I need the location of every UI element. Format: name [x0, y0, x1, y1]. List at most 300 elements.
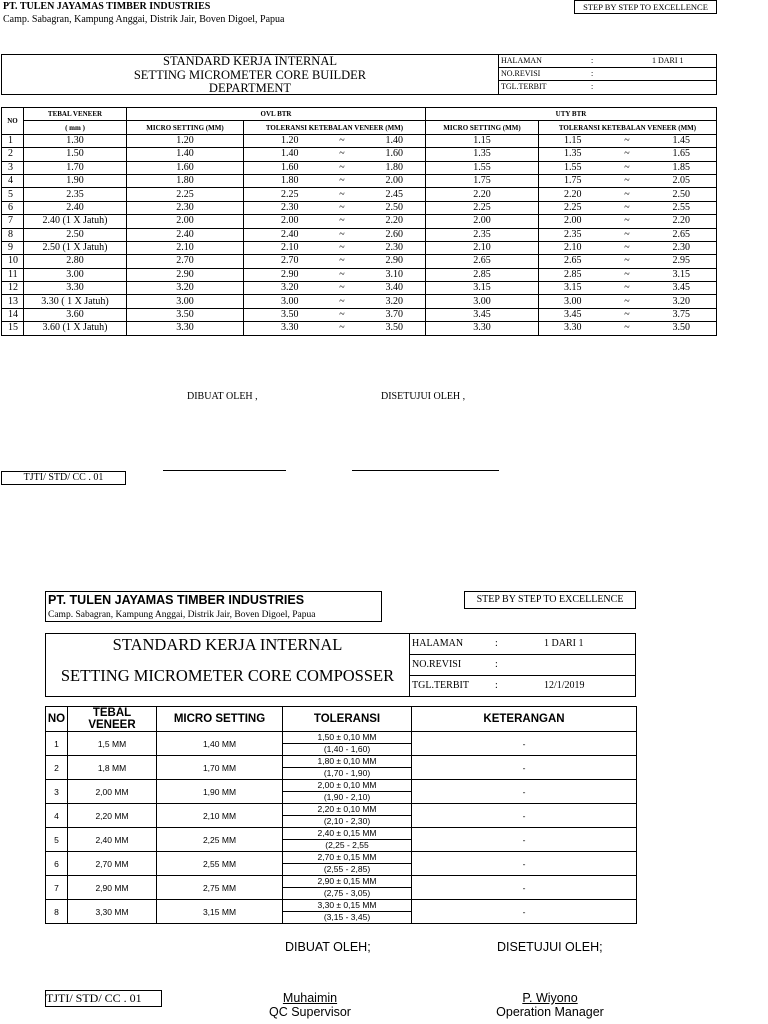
cell-tebal: 2,20 MM — [68, 804, 157, 828]
document-meta — [499, 55, 716, 94]
cell-uty-max: 1.85 — [672, 161, 690, 173]
company-address: Camp. Sabagran, Kampung Anggai, Distrik Jair, Boven Digoel, Papua — [3, 14, 285, 25]
signature-line — [352, 470, 499, 471]
tilde-separator: ~ — [624, 255, 630, 267]
document-code: TJTI/ STD/ CC . 01 — [45, 990, 162, 1007]
tilde-separator: ~ — [624, 148, 630, 160]
made-by-label: DIBUAT OLEH , — [187, 391, 258, 402]
cell-uty-max: 3.75 — [672, 309, 690, 321]
tilde-separator: ~ — [624, 215, 630, 227]
tilde-separator: ~ — [624, 161, 630, 173]
document-title — [2, 55, 499, 94]
tilde-separator: ~ — [624, 134, 630, 146]
cell-uty-max: 2.65 — [672, 228, 690, 240]
title-line: SETTING MICROMETER CORE COMPOSSER — [60, 666, 395, 685]
cell-tebal: 3.60 (1 X Jatuh) — [24, 322, 127, 335]
tilde-separator: ~ — [624, 201, 630, 213]
tilde-separator: ~ — [339, 322, 345, 334]
cell-no: 1 — [46, 732, 68, 756]
cell-uty-min: 2.10 — [564, 242, 582, 254]
slogan-box: STEP BY STEP TO EXCELLENCE — [464, 591, 636, 609]
cell-uty-max: 2.30 — [672, 242, 690, 254]
cell-no: 3 — [46, 780, 68, 804]
table-row — [2, 148, 717, 161]
cell-micro: 2,10 MM — [157, 804, 283, 828]
table-row — [2, 215, 717, 228]
cell-ovl-max: 1.40 — [385, 134, 403, 146]
cell-tebal: 2.50 — [24, 228, 127, 241]
cell-ovl-min: 2.90 — [281, 268, 299, 280]
cell-no: 1 — [2, 134, 24, 147]
cell-ovl-max: 3.50 — [385, 322, 403, 334]
cell-uty-min: 2.00 — [564, 215, 582, 227]
cell-tebal: 3.30 — [24, 282, 127, 295]
cell-uty-max: 1.45 — [672, 134, 690, 146]
cell-no: 8 — [2, 228, 24, 241]
cell-ovl-micro: 1.40 — [127, 148, 244, 161]
cell-ovl-min: 2.40 — [281, 228, 299, 240]
cell-tebal: 3,30 MM — [68, 900, 157, 924]
cell-ovl-micro: 2.25 — [127, 188, 244, 201]
meta-label: HALAMAN — [501, 56, 542, 65]
header-micro: MICRO SETTING — [157, 707, 283, 732]
table-row — [2, 161, 717, 174]
tilde-separator: ~ — [624, 295, 630, 307]
tilde-separator: ~ — [339, 201, 345, 213]
cell-uty-min: 1.15 — [564, 134, 582, 146]
signer-role: QC Supervisor — [269, 1005, 351, 1019]
cell-uty-tolerance — [539, 134, 717, 147]
cell-ovl-tolerance — [244, 322, 426, 335]
tilde-separator: ~ — [339, 188, 345, 200]
cell-range: (1,70 - 1,90) — [283, 768, 412, 780]
cell-uty-tolerance — [539, 322, 717, 335]
cell-uty-micro: 2.00 — [426, 215, 539, 228]
cell-uty-tolerance — [539, 308, 717, 321]
cell-tebal: 2,00 MM — [68, 780, 157, 804]
tilde-separator: ~ — [339, 242, 345, 254]
cell-ovl-tolerance — [244, 174, 426, 187]
meta-separator: : — [591, 69, 594, 78]
cell-ovl-max: 3.20 — [385, 295, 403, 307]
tilde-separator: ~ — [339, 161, 345, 173]
cell-tebal: 1.30 — [24, 134, 127, 147]
signer-ops — [480, 991, 620, 1019]
tilde-separator: ~ — [624, 175, 630, 187]
table-row — [2, 282, 717, 295]
cell-uty-micro: 3.15 — [426, 282, 539, 295]
cell-uty-tolerance — [539, 201, 717, 214]
table-row — [46, 780, 637, 792]
table-row — [46, 852, 637, 864]
cell-uty-min: 2.65 — [564, 255, 582, 267]
table-row — [46, 756, 637, 768]
cell-uty-tolerance — [539, 255, 717, 268]
cell-uty-tolerance — [539, 268, 717, 281]
cell-range: (2,10 - 2,30) — [283, 816, 412, 828]
cell-uty-max: 1.65 — [672, 148, 690, 160]
cell-no: 3 — [2, 161, 24, 174]
cell-keterangan: - — [412, 828, 637, 852]
cell-uty-tolerance — [539, 188, 717, 201]
table-row — [46, 876, 637, 888]
tilde-separator: ~ — [339, 309, 345, 321]
title-line: DEPARTMENT — [208, 81, 292, 95]
cell-ovl-tolerance — [244, 295, 426, 308]
tilde-separator: ~ — [339, 282, 345, 294]
cell-uty-tolerance — [539, 295, 717, 308]
cell-no: 12 — [2, 282, 24, 295]
cell-ovl-micro: 2.00 — [127, 215, 244, 228]
cell-uty-min: 3.15 — [564, 282, 582, 294]
cell-ovl-micro: 2.40 — [127, 228, 244, 241]
cell-range: (2,25 - 2,55 — [283, 840, 412, 852]
cell-uty-micro: 2.10 — [426, 241, 539, 254]
approved-by-label: DISETUJUI OLEH , — [381, 391, 466, 402]
cell-ovl-tolerance — [244, 134, 426, 147]
cell-no: 4 — [2, 174, 24, 187]
cell-ovl-micro: 1.60 — [127, 161, 244, 174]
cell-tebal: 3.00 — [24, 268, 127, 281]
meta-row-page — [410, 634, 635, 655]
cell-ovl-tolerance — [244, 161, 426, 174]
cell-keterangan: - — [412, 804, 637, 828]
cell-ovl-micro: 3.20 — [127, 282, 244, 295]
meta-row-revision — [410, 655, 635, 676]
document-code: TJTI/ STD/ CC . 01 — [1, 471, 126, 485]
table-row — [2, 308, 717, 321]
table-row — [2, 295, 717, 308]
cell-ovl-min: 2.10 — [281, 242, 299, 254]
cell-tebal: 1.90 — [24, 174, 127, 187]
cell-tolerance: 2,70 ± 0,15 MM — [283, 852, 412, 864]
signer-name: Muhaimin — [282, 991, 338, 1005]
cell-uty-micro: 2.25 — [426, 201, 539, 214]
cell-no: 7 — [2, 215, 24, 228]
cell-micro: 2,55 MM — [157, 852, 283, 876]
meta-separator: : — [495, 659, 498, 670]
cell-keterangan: - — [412, 852, 637, 876]
meta-row-revision — [499, 68, 716, 81]
cell-no: 5 — [46, 828, 68, 852]
cell-uty-min: 1.75 — [564, 175, 582, 187]
meta-label: HALAMAN — [412, 638, 464, 649]
cell-ovl-tolerance — [244, 228, 426, 241]
cell-no: 6 — [2, 201, 24, 214]
cell-micro: 1,90 MM — [157, 780, 283, 804]
composser-settings-table — [45, 706, 637, 924]
header-ovl-tol: TOLERANSI KETEBALAN VENEER (MM) — [244, 121, 426, 134]
table-row — [46, 804, 637, 816]
cell-uty-max: 3.45 — [672, 282, 690, 294]
cell-no: 2 — [46, 756, 68, 780]
cell-uty-max: 3.15 — [672, 268, 690, 280]
cell-micro: 2,25 MM — [157, 828, 283, 852]
cell-no: 9 — [2, 241, 24, 254]
header-tebal: TEBAL VENEER — [68, 707, 157, 732]
cell-no: 14 — [2, 308, 24, 321]
cell-no: 5 — [2, 188, 24, 201]
cell-tebal: 2.80 — [24, 255, 127, 268]
cell-keterangan: - — [412, 900, 637, 924]
cell-keterangan: - — [412, 876, 637, 900]
cell-ovl-max: 2.00 — [385, 175, 403, 187]
table-row — [2, 322, 717, 335]
cell-uty-micro: 2.65 — [426, 255, 539, 268]
cell-no: 13 — [2, 295, 24, 308]
cell-uty-micro: 3.00 — [426, 295, 539, 308]
cell-ovl-micro: 1.20 — [127, 134, 244, 147]
cell-tebal: 1.70 — [24, 161, 127, 174]
cell-ovl-max: 3.40 — [385, 282, 403, 294]
cell-ovl-micro: 2.30 — [127, 201, 244, 214]
cell-no: 4 — [46, 804, 68, 828]
slogan-box: STEP BY STEP TO EXCELLENCE — [574, 0, 717, 14]
meta-value: 1 DARI 1 — [652, 56, 684, 65]
approved-by-label: DISETUJUI OLEH; — [497, 940, 603, 954]
cell-range: (2,55 - 2,85) — [283, 864, 412, 876]
cell-no: 8 — [46, 900, 68, 924]
meta-separator: : — [591, 56, 594, 65]
cell-uty-micro: 3.45 — [426, 308, 539, 321]
table-row — [2, 188, 717, 201]
cell-tebal: 2.35 — [24, 188, 127, 201]
cell-keterangan: - — [412, 732, 637, 756]
header-uty-micro: MICRO SETTING (MM) — [426, 121, 539, 134]
tilde-separator: ~ — [624, 188, 630, 200]
cell-uty-tolerance — [539, 241, 717, 254]
meta-label: NO.REVISI — [501, 69, 541, 78]
cell-tolerance: 2,20 ± 0,10 MM — [283, 804, 412, 816]
cell-tolerance: 2,40 ± 0,15 MM — [283, 828, 412, 840]
tilde-separator: ~ — [624, 322, 630, 334]
header-uty-tol: TOLERANSI KETEBALAN VENEER (MM) — [539, 121, 717, 134]
cell-ovl-micro: 2.90 — [127, 268, 244, 281]
header-no: NO — [46, 707, 68, 732]
cell-ovl-min: 3.20 — [281, 282, 299, 294]
cell-uty-micro: 1.35 — [426, 148, 539, 161]
signer-qc — [240, 991, 380, 1019]
tilde-separator: ~ — [339, 228, 345, 240]
cell-tebal: 1.50 — [24, 148, 127, 161]
document-header — [45, 633, 636, 697]
cell-tolerance: 1,50 ± 0,10 MM — [283, 732, 412, 744]
cell-ovl-max: 2.90 — [385, 255, 403, 267]
cell-micro: 2,75 MM — [157, 876, 283, 900]
cell-uty-max: 2.55 — [672, 201, 690, 213]
cell-uty-tolerance — [539, 282, 717, 295]
cell-ovl-tolerance — [244, 308, 426, 321]
company-address: Camp. Sabagran, Kampung Anggai, Distrik Jair, Boven Digoel, Papua — [48, 610, 316, 620]
cell-ovl-max: 2.50 — [385, 201, 403, 213]
header-unit: ( mm ) — [24, 121, 127, 134]
cell-ovl-max: 3.70 — [385, 309, 403, 321]
tilde-separator: ~ — [624, 242, 630, 254]
tilde-separator: ~ — [339, 268, 345, 280]
table-row — [2, 241, 717, 254]
cell-ovl-tolerance — [244, 188, 426, 201]
meta-separator: : — [495, 680, 498, 691]
cell-uty-micro: 2.85 — [426, 268, 539, 281]
cell-uty-tolerance — [539, 148, 717, 161]
meta-label: TGL.TERBIT — [412, 680, 469, 691]
cell-ovl-min: 1.80 — [281, 175, 299, 187]
cell-uty-min: 1.35 — [564, 148, 582, 160]
cell-uty-min: 3.45 — [564, 309, 582, 321]
cell-range: (1,40 - 1,60) — [283, 744, 412, 756]
cell-ovl-min: 1.40 — [281, 148, 299, 160]
title-line: STANDARD KERJA INTERNAL — [112, 635, 343, 654]
cell-ovl-micro: 2.10 — [127, 241, 244, 254]
cell-tolerance: 2,00 ± 0,10 MM — [283, 780, 412, 792]
document-title — [46, 634, 410, 696]
cell-ovl-tolerance — [244, 268, 426, 281]
cell-tolerance: 1,80 ± 0,10 MM — [283, 756, 412, 768]
cell-range: (2,75 - 3,05) — [283, 888, 412, 900]
cell-ovl-tolerance — [244, 241, 426, 254]
cell-tebal: 2.50 (1 X Jatuh) — [24, 241, 127, 254]
cell-uty-micro: 3.30 — [426, 322, 539, 335]
cell-micro: 3,15 MM — [157, 900, 283, 924]
cell-uty-micro: 1.75 — [426, 174, 539, 187]
cell-tebal: 2.40 — [24, 201, 127, 214]
cell-ovl-min: 1.60 — [281, 161, 299, 173]
cell-ovl-min: 2.30 — [281, 201, 299, 213]
company-box — [45, 591, 382, 622]
cell-ovl-tolerance — [244, 215, 426, 228]
tilde-separator: ~ — [339, 148, 345, 160]
signer-name: P. Wiyono — [522, 991, 578, 1005]
cell-keterangan: - — [412, 756, 637, 780]
cell-uty-micro: 2.20 — [426, 188, 539, 201]
tilde-separator: ~ — [339, 175, 345, 187]
meta-value: 12/1/2019 — [544, 680, 585, 691]
company-name: PT. TULEN JAYAMAS TIMBER INDUSTRIES — [48, 593, 305, 607]
signer-role: Operation Manager — [496, 1005, 604, 1019]
cell-uty-min: 1.55 — [564, 161, 582, 173]
cell-tebal: 3.30 ( 1 X Jatuh) — [24, 295, 127, 308]
cell-uty-max: 2.50 — [672, 188, 690, 200]
meta-label: TGL.TERBIT — [501, 82, 547, 91]
meta-row-issue-date — [410, 676, 635, 696]
cell-no: 10 — [2, 255, 24, 268]
cell-no: 6 — [46, 852, 68, 876]
table-row — [2, 201, 717, 214]
cell-ovl-tolerance — [244, 201, 426, 214]
header-ovl: OVL BTR — [127, 108, 426, 121]
builder-settings-table — [1, 107, 717, 336]
meta-row-page — [499, 55, 716, 68]
cell-ovl-micro: 3.50 — [127, 308, 244, 321]
meta-label: NO.REVISI — [412, 659, 462, 670]
cell-uty-tolerance — [539, 174, 717, 187]
cell-ovl-micro: 2.70 — [127, 255, 244, 268]
cell-uty-min: 3.30 — [564, 322, 582, 334]
cell-ovl-min: 2.00 — [281, 215, 299, 227]
cell-ovl-min: 3.00 — [281, 295, 299, 307]
cell-tebal: 2,70 MM — [68, 852, 157, 876]
cell-no: 7 — [46, 876, 68, 900]
cell-ovl-micro: 1.80 — [127, 174, 244, 187]
cell-tolerance: 2,90 ± 0,15 MM — [283, 876, 412, 888]
cell-ovl-max: 2.20 — [385, 215, 403, 227]
cell-ovl-min: 3.30 — [281, 322, 299, 334]
cell-tebal: 2,90 MM — [68, 876, 157, 900]
cell-tebal: 2,40 MM — [68, 828, 157, 852]
cell-ovl-tolerance — [244, 255, 426, 268]
table-row — [2, 255, 717, 268]
header-keterangan: KETERANGAN — [412, 707, 637, 732]
cell-tebal: 1,8 MM — [68, 756, 157, 780]
cell-range: (1,90 - 2,10) — [283, 792, 412, 804]
cell-uty-max: 2.20 — [672, 215, 690, 227]
title-line: STANDARD KERJA INTERNAL — [163, 54, 337, 68]
cell-uty-min: 3.00 — [564, 295, 582, 307]
cell-uty-max: 2.05 — [672, 175, 690, 187]
cell-ovl-tolerance — [244, 148, 426, 161]
cell-uty-tolerance — [539, 228, 717, 241]
meta-row-issue-date — [499, 81, 716, 94]
cell-uty-tolerance — [539, 161, 717, 174]
cell-uty-tolerance — [539, 215, 717, 228]
header-ovl-micro: MICRO SETTING (MM) — [127, 121, 244, 134]
tilde-separator: ~ — [624, 309, 630, 321]
header-no: NO — [2, 108, 24, 135]
table-row — [2, 174, 717, 187]
cell-ovl-min: 2.70 — [281, 255, 299, 267]
header-tebal: TEBAL VENEER — [24, 108, 127, 121]
table-row — [2, 134, 717, 147]
header-uty: UTY BTR — [426, 108, 717, 121]
meta-separator: : — [591, 82, 594, 91]
tilde-separator: ~ — [624, 282, 630, 294]
table-row — [46, 900, 637, 912]
document-header — [1, 54, 717, 95]
tilde-separator: ~ — [624, 268, 630, 280]
cell-ovl-max: 1.80 — [385, 161, 403, 173]
cell-uty-max: 3.20 — [672, 295, 690, 307]
cell-ovl-max: 2.60 — [385, 228, 403, 240]
cell-uty-min: 2.85 — [564, 268, 582, 280]
cell-uty-min: 2.20 — [564, 188, 582, 200]
cell-tebal: 1,5 MM — [68, 732, 157, 756]
composser-table-body — [46, 732, 637, 924]
cell-ovl-micro: 3.00 — [127, 295, 244, 308]
cell-no: 15 — [2, 322, 24, 335]
cell-range: (3,15 - 3,45) — [283, 912, 412, 924]
table-row — [46, 828, 637, 840]
cell-tebal: 2.40 (1 X Jatuh) — [24, 215, 127, 228]
cell-uty-micro: 1.15 — [426, 134, 539, 147]
cell-ovl-max: 2.45 — [385, 188, 403, 200]
table-row — [46, 732, 637, 744]
signature-line — [163, 470, 286, 471]
cell-ovl-max: 1.60 — [385, 148, 403, 160]
title-line: SETTING MICROMETER CORE BUILDER — [133, 67, 367, 82]
cell-micro: 1,40 MM — [157, 732, 283, 756]
cell-uty-max: 2.95 — [672, 255, 690, 267]
table-row — [2, 268, 717, 281]
cell-ovl-min: 1.20 — [281, 134, 299, 146]
document-meta — [410, 634, 635, 696]
cell-tolerance: 3,30 ± 0,15 MM — [283, 900, 412, 912]
cell-keterangan: - — [412, 780, 637, 804]
cell-tebal: 3.60 — [24, 308, 127, 321]
cell-ovl-min: 3.50 — [281, 309, 299, 321]
cell-ovl-min: 2.25 — [281, 188, 299, 200]
company-name: PT. TULEN JAYAMAS TIMBER INDUSTRIES — [3, 1, 211, 12]
tilde-separator: ~ — [339, 134, 345, 146]
